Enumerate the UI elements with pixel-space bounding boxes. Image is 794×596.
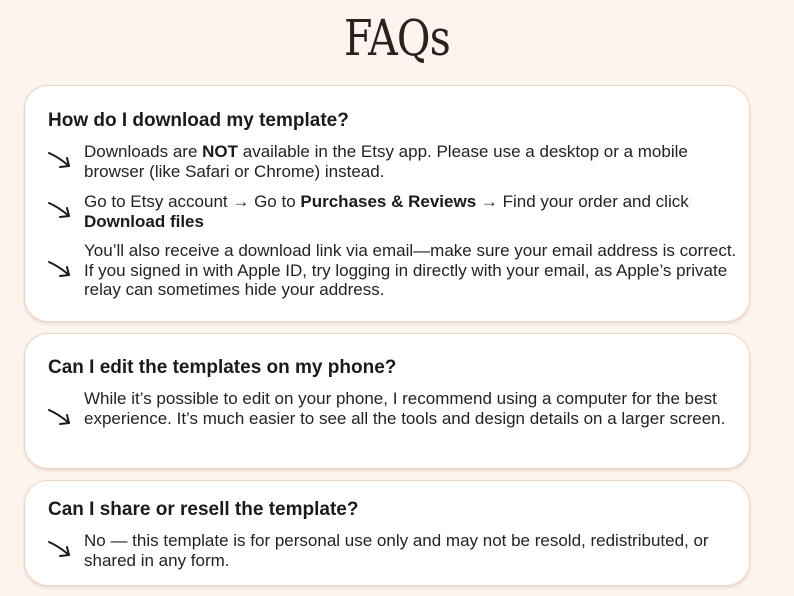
curved-arrow-icon xyxy=(47,150,77,170)
faq-card-edit-phone xyxy=(24,333,750,469)
page-title: FAQs xyxy=(344,9,450,67)
faq-answer-text: While it’s possible to edit on your phone, I recommend using a computer for the best experience. It’s much easier to see all the tools and design details on a larger screen. xyxy=(84,389,726,428)
curved-arrow-icon xyxy=(47,200,77,220)
faq-answer-text: Go to Etsy account → Go to Purchases & Reviews → Find your order and click Download files xyxy=(84,192,689,231)
curved-arrow-icon xyxy=(47,539,77,559)
faq-card-share-resell xyxy=(24,480,750,586)
faq-answer-text: No — this template is for personal use only and may not be resold, redistributed, or shared in any form. xyxy=(84,531,709,570)
faq-question: Can I edit the templates on my phone? xyxy=(48,357,397,378)
curved-arrow-icon xyxy=(47,407,77,427)
faq-question: Can I share or resell the template? xyxy=(48,499,359,520)
faq-answer-text: Downloads are NOT available in the Etsy app. Please use a desktop or a mobile browser (like Safari or Chrome) instead. xyxy=(84,142,688,181)
faq-card-download xyxy=(24,85,750,322)
curved-arrow-icon xyxy=(47,259,77,279)
faq-answer-text: You’ll also receive a download link via email—make sure your email address is correct. If you signed in with Apple ID, try logging in directly with your email, as Apple’s private relay can sometimes hide your address. xyxy=(84,241,737,299)
faq-question: How do I download my template? xyxy=(48,110,349,131)
